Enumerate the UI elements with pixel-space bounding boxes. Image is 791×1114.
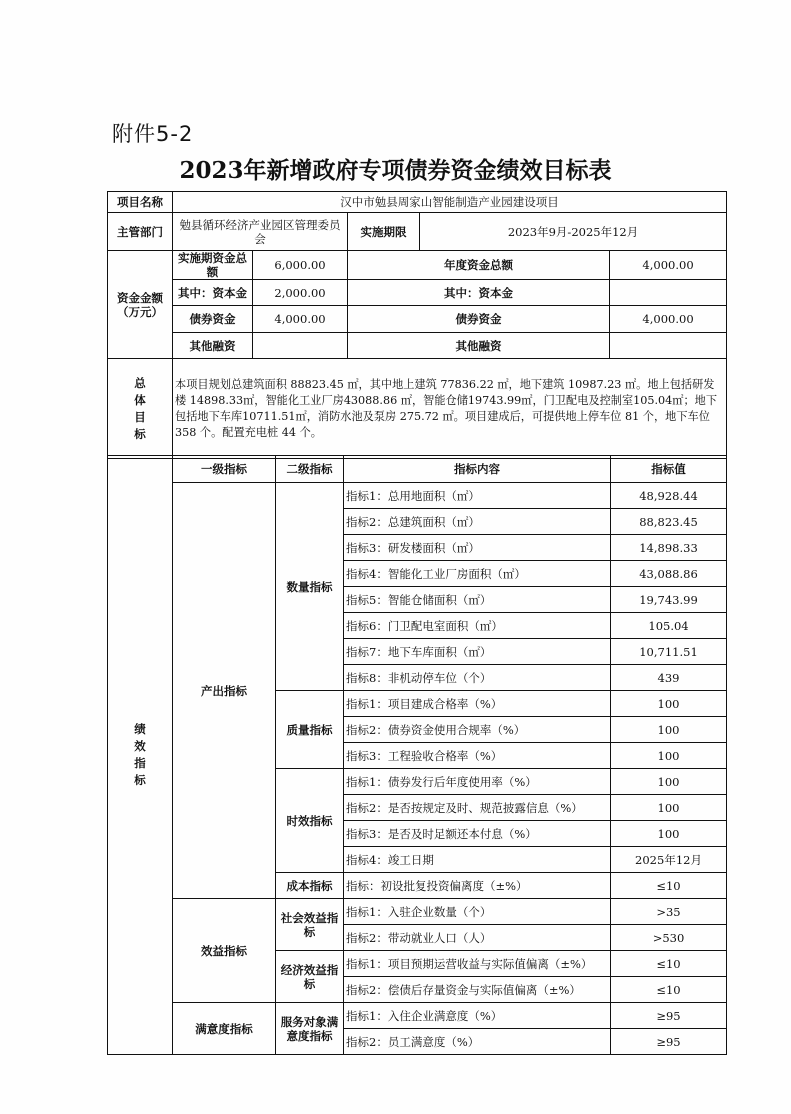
overall-goal-label: [108, 359, 173, 459]
indicator-content: 指标1：项目预期运营收益与实际值偏离（±%）: [344, 951, 611, 977]
funds-right-label: 年度资金总额: [348, 251, 610, 280]
indicator-content: 指标8：非机动停车位（个）: [344, 665, 611, 691]
indicator-content: 指标3：是否及时足额还本付息（%）: [344, 821, 611, 847]
project-info-table: [107, 191, 727, 459]
indicator-content: 指标1：入住企业满意度（%）: [344, 1003, 611, 1029]
indicator-value: 100: [611, 795, 727, 821]
funds-left-value: 2,000.00: [253, 280, 348, 306]
indicator-value: ≤10: [611, 977, 727, 1003]
indicator-content: 指标2：带动就业人口（人）: [344, 925, 611, 951]
indicator-value: 100: [611, 821, 727, 847]
overall-goal-text: 本项目规划总建筑面积 88823.45 ㎡，其中地上建筑 77836.22 ㎡，地下建筑 10987.23 ㎡。地上包括研发楼 14898.33㎡，智能化工业厂房43088.86 ㎡，智能仓储19743.99㎡，门卫配电及控制室105.04㎡；地下包括地下车库10711.51㎡，消防水池及泵房 275.72 ㎡。项目建成后，可提供地上停车位 81 个，地下车位 358 个。配置充电桩 44 个。: [173, 359, 727, 459]
indicator-value: >530: [611, 925, 727, 951]
indicator-content: 指标1：债券发行后年度使用率（%）: [344, 769, 611, 795]
header-value: 指标值: [611, 456, 727, 483]
goal-label-char: 标: [134, 426, 146, 441]
level2-quality: 质量指标: [276, 691, 344, 769]
indicators-header-row: [108, 456, 727, 483]
indicator-row: [108, 483, 727, 509]
funds-right-value: [610, 280, 727, 306]
indicator-value: 100: [611, 691, 727, 717]
funds-right-label: 债券资金: [348, 306, 610, 333]
level2-economic-line: 经济效益指: [280, 962, 339, 977]
indicator-value: 14,898.33: [611, 535, 727, 561]
funds-row: [108, 333, 727, 359]
header-level2: 二级指标: [276, 456, 344, 483]
project-name-label: 项目名称: [108, 192, 173, 213]
level2-satisfaction-line: 服务对象满: [280, 1014, 339, 1029]
level1-benefit: 效益指标: [173, 899, 276, 1003]
funds-row: [108, 306, 727, 333]
overall-goal-row: [108, 359, 727, 459]
indicator-content: 指标2：债券资金使用合规率（%）: [344, 717, 611, 743]
indicator-value: ≥95: [611, 1003, 727, 1029]
level2-social-line: 社会效益指: [280, 910, 339, 925]
indicators-table: [107, 455, 727, 1055]
indicator-content: 指标2：员工满意度（%）: [344, 1029, 611, 1055]
indicator-value: 10,711.51: [611, 639, 727, 665]
indicator-content: 指标1：入驻企业数量（个）: [344, 899, 611, 925]
funds-right-label: 其他融资: [348, 333, 610, 359]
department-row: [108, 213, 727, 251]
indicator-content: 指标4：竣工日期: [344, 847, 611, 873]
funds-right-value: 4,000.00: [610, 251, 727, 280]
indicator-content: 指标7：地下车库面积（㎡）: [344, 639, 611, 665]
level2-cost: 成本指标: [276, 873, 344, 899]
funds-right-label: 其中：资本金: [348, 280, 610, 306]
indicator-content: 指标2：是否按规定及时、规范披露信息（%）: [344, 795, 611, 821]
indicator-content: 指标6：门卫配电室面积（㎡）: [344, 613, 611, 639]
indicator-value: ≤10: [611, 951, 727, 977]
indicator-content: 指标4：智能化工业厂房面积（㎡）: [344, 561, 611, 587]
indicators-label: [108, 456, 173, 1055]
funds-left-label: 实施期资金总额: [173, 251, 253, 280]
funds-left-label: 其中：资本金: [173, 280, 253, 306]
indicator-value: 43,088.86: [611, 561, 727, 587]
indicator-content: 指标2：总建筑面积（㎡）: [344, 509, 611, 535]
level2-economic-line: 标: [303, 976, 316, 991]
indicator-content: 指标5：智能仓储面积（㎡）: [344, 587, 611, 613]
goal-label-char: 总: [134, 375, 146, 390]
indicator-value: 439: [611, 665, 727, 691]
indicator-value: 100: [611, 717, 727, 743]
funds-row: [108, 251, 727, 280]
indicator-content: 指标3：研发楼面积（㎡）: [344, 535, 611, 561]
period-label: 实施期限: [348, 213, 420, 251]
indicator-row: [108, 1003, 727, 1029]
level1-output: 产出指标: [173, 483, 276, 899]
indicator-value: >35: [611, 899, 727, 925]
indicator-content: 指标：初设批复投资偏离度（±%）: [344, 873, 611, 899]
level2-social: [276, 899, 344, 951]
level2-satisfaction-line: 意度指标: [286, 1028, 333, 1043]
indicator-value: 48,928.44: [611, 483, 727, 509]
project-name-value: 汉中市勉县周家山智能制造产业园建设项目: [173, 192, 727, 213]
funds-left-label: 债券资金: [173, 306, 253, 333]
indicators-label-char: 绩: [134, 722, 146, 736]
indicator-value: 19,743.99: [611, 587, 727, 613]
indicator-content: 指标1：项目建成合格率（%）: [344, 691, 611, 717]
level2-satisfaction: [276, 1003, 344, 1055]
indicator-value: 100: [611, 769, 727, 795]
department-label: 主管部门: [108, 213, 173, 251]
funds-left-value: [253, 333, 348, 359]
indicator-value: 88,823.45: [611, 509, 727, 535]
level1-satisfaction: 满意度指标: [173, 1003, 276, 1055]
level2-economic: [276, 951, 344, 1003]
funds-left-value: 6,000.00: [253, 251, 348, 280]
indicators-label-char: 指: [134, 756, 146, 770]
indicators-label-char: 标: [134, 773, 146, 787]
period-value: 2023年9月-2025年12月: [420, 213, 727, 251]
attachment-label: 附件5-2: [112, 122, 194, 146]
page-title: 2023年新增政府专项债券资金绩效目标表: [179, 157, 612, 184]
goal-label-char: 目: [134, 409, 146, 424]
goal-label-char: 体: [134, 392, 146, 407]
funds-label: [108, 251, 173, 359]
funds-left-label: 其他融资: [173, 333, 253, 359]
indicator-value: 105.04: [611, 613, 727, 639]
indicators-label-char: 效: [134, 739, 146, 753]
indicator-value: 2025年12月: [611, 847, 727, 873]
level2-timeliness: 时效指标: [276, 769, 344, 873]
header-content: 指标内容: [344, 456, 611, 483]
funds-label-line1: 资金金额: [117, 290, 163, 305]
funds-label-line2: （万元）: [117, 304, 163, 319]
department-value: 勉县循环经济产业园区管理委员会: [173, 213, 348, 251]
indicator-content: 指标1：总用地面积（㎡）: [344, 483, 611, 509]
project-name-row: [108, 192, 727, 213]
funds-left-value: 4,000.00: [253, 306, 348, 333]
indicator-content: 指标2：偿债后存量资金与实际值偏离（±%）: [344, 977, 611, 1003]
indicator-row: [108, 899, 727, 925]
header-level1: 一级指标: [173, 456, 276, 483]
level2-quantity: 数量指标: [276, 483, 344, 691]
indicator-value: ≥95: [611, 1029, 727, 1055]
funds-right-value: 4,000.00: [610, 306, 727, 333]
indicator-value: ≤10: [611, 873, 727, 899]
funds-row: [108, 280, 727, 306]
indicator-content: 指标3：工程验收合格率（%）: [344, 743, 611, 769]
indicator-value: 100: [611, 743, 727, 769]
level2-social-line: 标: [303, 924, 316, 939]
funds-right-value: [610, 333, 727, 359]
